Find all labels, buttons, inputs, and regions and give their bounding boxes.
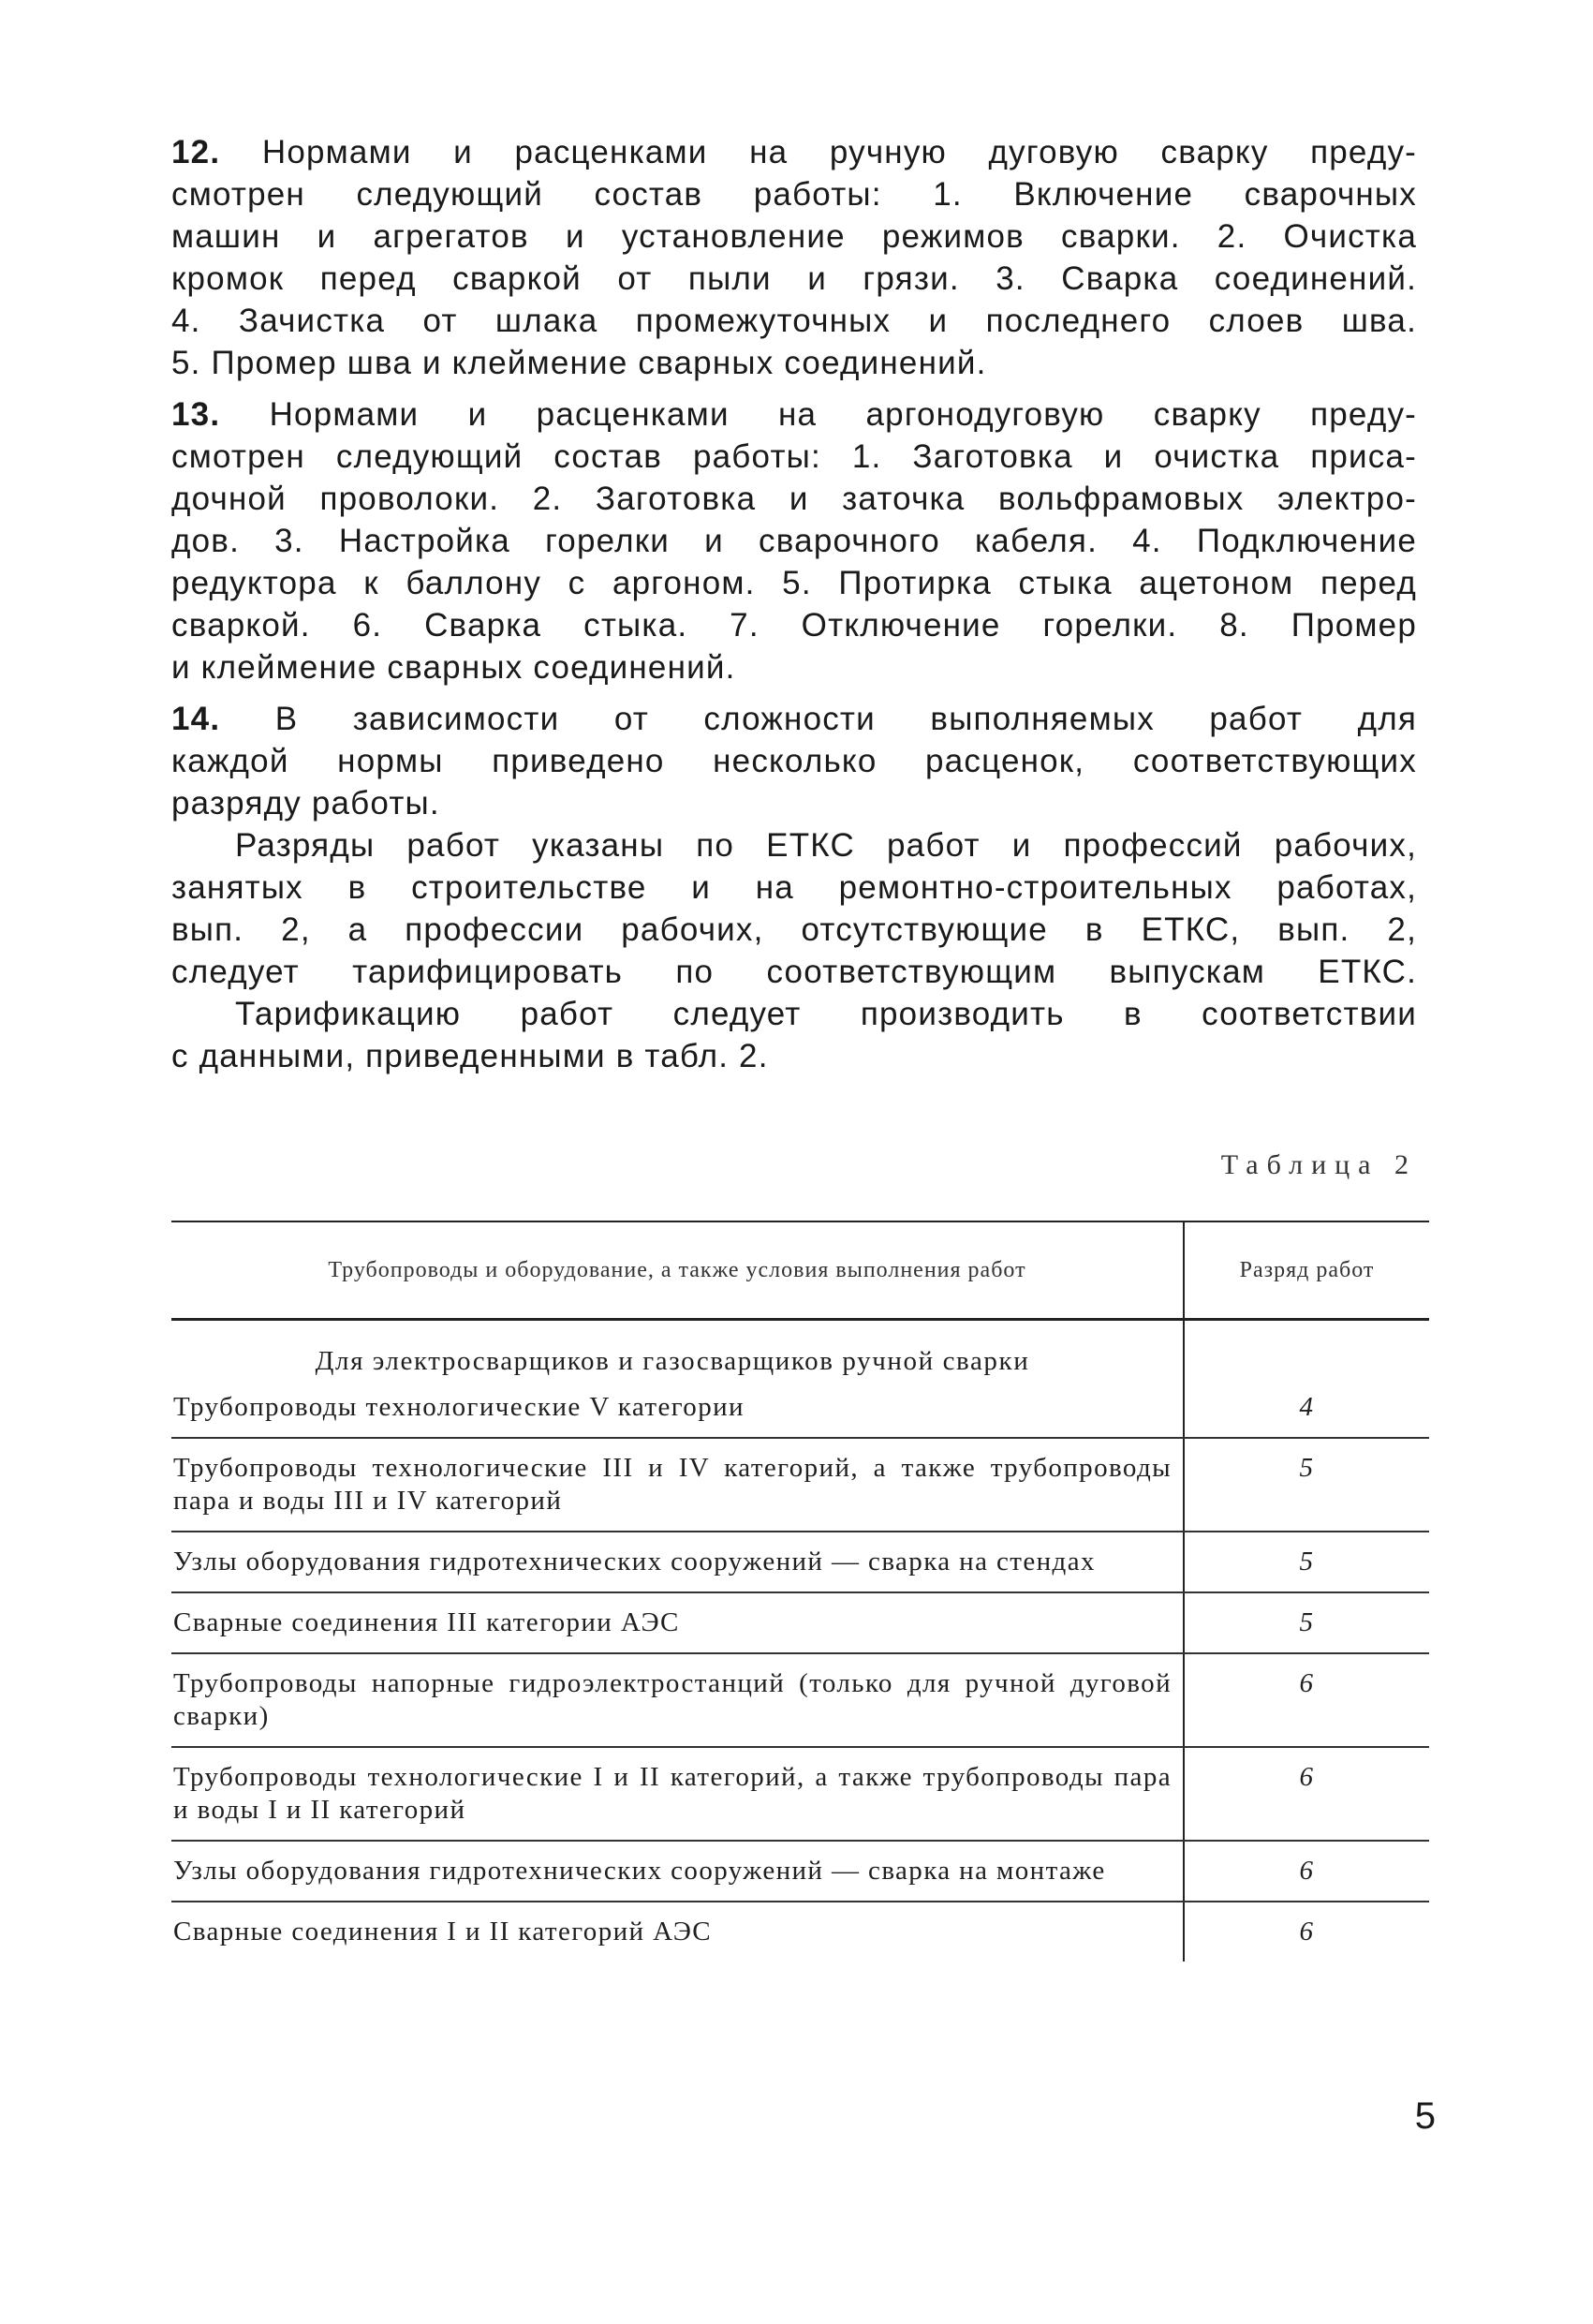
row-desc: Трубопроводы напорные гидроэлектростанций (только для ручной дуговой сварки) [171,1653,1184,1747]
paragraph-line: и клеймение сварных соединений. [171,649,736,686]
table-caption: Таблица 2 [1220,1149,1417,1180]
paragraph-line: смотрен следующий состав работы: 1. Включение сварочных [171,176,1417,213]
page-number: 5 [1414,2095,1436,2137]
paragraph-number: 13. [171,396,221,433]
paragraph-line: 4. Зачистка от шлака промежуточных и последнего слоев шва. [171,303,1417,339]
column-header-rank: Разряд работ [1184,1221,1429,1320]
paragraph-line: сваркой. 6. Сварка стыка. 7. Отключение горелки. 8. Промер [171,607,1417,644]
paragraph-number: 12. [171,134,221,170]
table-row [171,1841,1429,1902]
rank-table [171,1221,1429,1961]
table-row [171,1747,1429,1841]
row-rank: 6 [1184,1902,1429,1961]
row-desc: Узлы оборудования гидротехнических сооружений — сварка на монтаже [171,1841,1184,1902]
paragraph-line: 5. Промер шва и клеймение сварных соединений. [171,345,987,381]
table-header-row [171,1221,1429,1320]
paragraph-ranks [171,824,1417,993]
row-desc: Трубопроводы технологические I и II категорий, а также трубопроводы пара и воды I и II категорий [171,1747,1184,1841]
paragraph-line: Разряды работ указаны по ЕТКС работ и профессий рабочих, [235,827,1417,864]
row-desc: Сварные соединения III категории АЭС [171,1592,1184,1653]
paragraph-number: 14. [171,701,221,737]
table-row [171,1653,1429,1747]
row-desc: Трубопроводы технологические III и IV категорий, а также трубопроводы пара и воды III и IV категорий [171,1438,1184,1532]
row-rank: 5 [1184,1532,1429,1592]
paragraph-13 [171,393,1417,688]
paragraph-line: кромок перед сваркой от пыли и грязи. 3. Сварка соединений. [171,260,1417,297]
row-rank: 6 [1184,1747,1429,1841]
paragraph-line: смотрен следующий состав работы: 1. Заготовка и очистка приса- [171,438,1417,475]
paragraph-12 [171,131,1417,384]
paragraph-line: Нормами и расценками на аргонодуговую сварку преду- [220,396,1417,433]
paragraph-line: каждой нормы приведено несколько расценок, соответствующих [171,743,1417,779]
row-desc: Узлы оборудования гидротехнических сооружений — сварка на стендах [171,1532,1184,1592]
row-rank: 6 [1184,1841,1429,1902]
paragraph-line: В зависимости от сложности выполняемых работ для [220,701,1417,737]
paragraph-line: дов. 3. Настройка горелки и сварочного кабеля. 4. Подключение [171,523,1417,559]
table-row [171,1902,1429,1961]
paragraph-line: Тарификацию работ следует производить в соответствии [235,996,1417,1032]
paragraph-line: редуктора к баллону с аргоном. 5. Протирка стыка ацетоном перед [171,565,1417,601]
group-heading: Для электросварщиков и газосварщиков ручной сварки [315,1346,1030,1376]
table-row [171,1592,1429,1653]
row-rank: 6 [1184,1653,1429,1747]
paragraph-line: занятых в строительстве и на ремонтно-строительных работах, [171,869,1417,906]
paragraph-14 [171,698,1417,824]
row-rank: 5 [1184,1592,1429,1653]
paragraph-line: Нормами и расценками на ручную дуговую сварку преду- [220,134,1417,170]
row-rank: 5 [1184,1438,1429,1532]
row-rank: 4 [1184,1320,1429,1439]
paragraph-line: машин и агрегатов и установление режимов сварки. 2. Очистка [171,218,1417,255]
row-desc: Сварные соединения I и II категорий АЭС [173,1917,712,1947]
row-desc: Трубопроводы технологические V категории [173,1392,745,1422]
paragraph-line: с данными, приведенными в табл. 2. [171,1038,769,1074]
table-row [171,1438,1429,1532]
table-row [171,1320,1429,1439]
column-header-desc: Трубопроводы и оборудование, а также условия выполнения работ [171,1221,1184,1320]
paragraph-tariffication [171,993,1417,1077]
paragraph-line: дочной проволоки. 2. Заготовка и заточка вольфрамовых электро- [171,481,1417,517]
paragraph-line: разряду работы. [171,785,440,822]
paragraph-line: следует тарифицировать по соответствующим выпускам ЕТКС. [171,954,1417,990]
table-row [171,1532,1429,1592]
paragraph-line: вып. 2, а профессии рабочих, отсутствующие в ЕТКС, вып. 2, [171,911,1417,948]
